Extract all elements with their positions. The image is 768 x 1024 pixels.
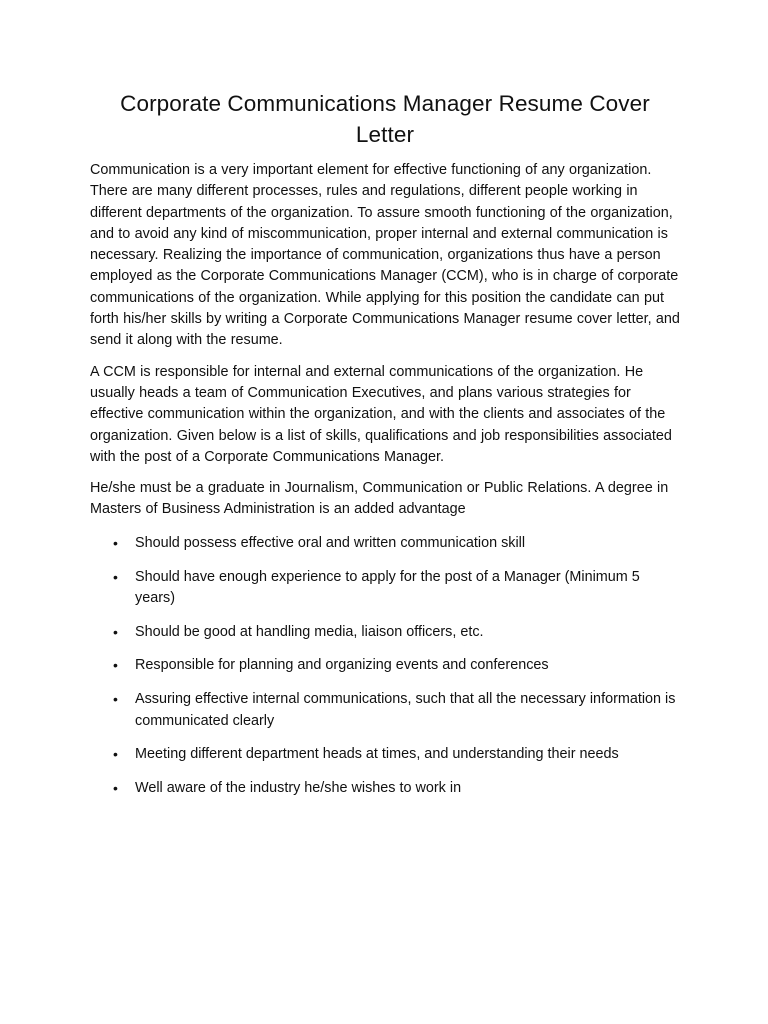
list-item-text: Well aware of the industry he/she wishes to work in	[135, 780, 462, 797]
paragraph-intro: Communication is a very important element for effective functioning of any organization. There are many different processes, rules and regulations, different people working in different departments of the organization. To assure smooth functioning of the organization, and to avoid any kind of miscommunication, proper internal and external communication is necessary. Realizing the importance of communication, organizations thus have a person employed as the Corporate Communications Manager (CCM), who is in charge of corporate communications of the organization. While applying for this position the candidate can put forth his/her skills by writing a Corporate Communications Manager resume cover letter, and send it along with the resume.	[90, 162, 680, 349]
list-item-text: Responsible for planning and organizing events and conferences	[135, 657, 549, 674]
list-item-text: Assuring effective internal communications, such that all the necessary information is communicated clearly	[135, 691, 676, 729]
list-item	[90, 689, 680, 732]
list-item	[90, 533, 680, 554]
bullet-icon: •	[113, 691, 118, 708]
bullet-icon: •	[113, 623, 118, 640]
paragraph-qualifications: He/she must be a graduate in Journalism, Communication or Public Relations. A degree in Masters of Business Administration is an added advantage	[90, 480, 669, 518]
list-item-text: Should be good at handling media, liaison officers, etc.	[135, 623, 484, 640]
bullet-icon: •	[113, 534, 118, 551]
list-item	[90, 655, 680, 676]
list-item	[90, 622, 680, 643]
bullet-icon: •	[113, 780, 118, 797]
bullet-icon: •	[113, 746, 118, 763]
bullet-icon: •	[113, 657, 118, 674]
list-item-text: Should possess effective oral and written communication skill	[135, 534, 526, 551]
list-item-text: Meeting different department heads at times, and understanding their needs	[135, 746, 619, 763]
paragraph-ccm-role: A CCM is responsible for internal and external communications of the organization. He usually heads a team of Communication Executives, and plans various strategies for effective communication within the organization, and with the clients and associates of the organization. Given below is a list of skills, qualifications and job responsibilities associated with the post of a Corporate Communications Manager.	[90, 363, 672, 465]
list-item	[90, 744, 680, 765]
bullet-icon: •	[113, 568, 118, 585]
list-item-text: Should have enough experience to apply for the post of a Manager (Minimum 5 years)	[135, 568, 640, 606]
list-item	[90, 567, 680, 610]
skills-list	[90, 533, 680, 800]
document-title: Corporate Communications Manager Resume Cover Letter	[120, 91, 650, 147]
list-item	[90, 778, 680, 799]
